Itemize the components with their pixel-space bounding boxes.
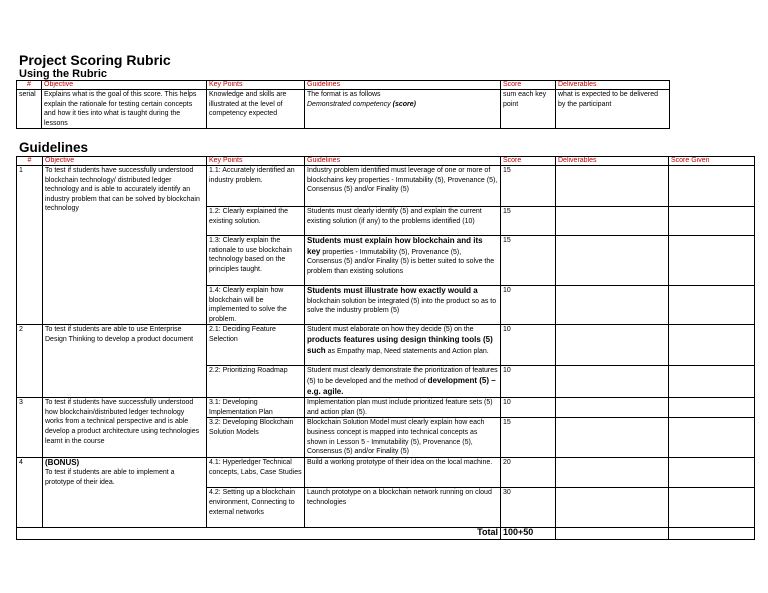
header-objective: Objective xyxy=(43,157,207,166)
row-num: 2 xyxy=(17,325,43,398)
guidelines-heading: Guidelines xyxy=(19,140,89,155)
deliverable xyxy=(556,488,669,528)
bonus-objective: To test if students are able to implement a prototype of their idea. xyxy=(45,468,175,486)
score: 30 xyxy=(501,488,556,528)
score-given xyxy=(669,207,755,236)
table-row xyxy=(17,458,755,488)
table-row xyxy=(17,325,755,366)
usage-row xyxy=(17,90,670,129)
header-objective: Objective xyxy=(42,81,207,90)
score: 15 xyxy=(501,166,556,207)
score: 15 xyxy=(501,207,556,236)
usage-guidelines xyxy=(305,90,501,129)
score: 15 xyxy=(501,418,556,458)
key-point: 3.2: Developing Blockchain Solution Models xyxy=(207,418,305,458)
guidelines-header-row xyxy=(17,157,755,166)
header-score: Score xyxy=(501,81,556,90)
row-objective: To test if students have successfully understood how blockchain/distributed ledger technology works from a technical perspective and is able develop a product architecture using technologies learnt in the course xyxy=(43,398,207,458)
header-deliverables: Deliverables xyxy=(556,157,669,166)
usage-key-points: Knowledge and skills are illustrated at the level of competency expected xyxy=(207,90,305,129)
usage-num: serial xyxy=(17,90,42,129)
usage-deliverables: what is expected to be delivered by the participant xyxy=(556,90,670,129)
score-given xyxy=(669,488,755,528)
score-given xyxy=(669,366,755,398)
score-given xyxy=(669,418,755,458)
row-num: 1 xyxy=(17,166,43,325)
score-given xyxy=(669,528,755,540)
key-point: 2.1: Deciding Feature Selection xyxy=(207,325,305,366)
header-key-points: Key Points xyxy=(207,81,305,90)
deliverable xyxy=(556,458,669,488)
total-row xyxy=(17,528,755,540)
usage-guidelines-format: The format is as follows xyxy=(307,91,381,98)
guideline: Students must clearly identify (5) and explain the current existing solution (if any) to the problems identified (10) xyxy=(305,207,501,236)
deliverable xyxy=(556,236,669,286)
header-key-points: Key Points xyxy=(207,157,305,166)
deliverable xyxy=(556,166,669,207)
score-given xyxy=(669,286,755,325)
deliverable xyxy=(556,325,669,366)
header-num: # xyxy=(17,81,42,90)
deliverable xyxy=(556,528,669,540)
table-row xyxy=(17,166,755,207)
deliverable xyxy=(556,366,669,398)
guideline: Build a working prototype of their idea on the local machine. xyxy=(305,458,501,488)
usage-table xyxy=(16,80,670,129)
score: 15 xyxy=(501,236,556,286)
guidelines-table xyxy=(16,156,755,540)
row-objective: To test if students have successfully understood blockchain technology/ distributed ledger technology and is able to accurately identify an industry problem that can be solved by blockchain technology xyxy=(43,166,207,325)
guideline: Blockchain Solution Model must clearly explain how each business concept is mapped into technical concepts as shown in Lesson 5 - Immutability (5), Provenance (5), Consensus (5) and/or Finality (5) xyxy=(305,418,501,458)
score-given xyxy=(669,236,755,286)
usage-score: sum each key point xyxy=(501,90,556,129)
row-objective: To test if students are able to use Enterprise Design Thinking to develop a product document xyxy=(43,325,207,398)
page-title: Project Scoring Rubric xyxy=(19,52,171,68)
total-value: 100+50 xyxy=(501,528,556,540)
score-given xyxy=(669,166,755,207)
row-num: 3 xyxy=(17,398,43,458)
header-num: # xyxy=(17,157,43,166)
guideline: Student must elaborate on how they decide (5) on the products features using design thinking tools (5) such as Empathy map, Need statements and Action plan. xyxy=(305,325,501,366)
key-point: 4.1: Hyperledger Technical concepts, Labs, Case Studies xyxy=(207,458,305,488)
score: 10 xyxy=(501,286,556,325)
guideline: Student must clearly demonstrate the prioritization of features (5) to be developed and the method of development (5) – e.g. agile. xyxy=(305,366,501,398)
score-given xyxy=(669,398,755,418)
key-point: 1.3: Clearly explain the rationale to use blockchain technology based on the principles taught. xyxy=(207,236,305,286)
guideline: Students must illustrate how exactly would a blockchain solution be integrated (5) into the product so as to solve the industry problem (5) xyxy=(305,286,501,325)
guideline: Implementation plan must include prioritized feature sets (5) and action plan (5). xyxy=(305,398,501,418)
key-point: 2.2: Prioritizing Roadmap xyxy=(207,366,305,398)
header-score: Score xyxy=(501,157,556,166)
guideline: Students must explain how blockchain and its key properties - Immutability (5), Provenance (5), Consensus (5) and/or Finality (5) is better suited to solve the problem than existing solutions xyxy=(305,236,501,286)
row-num: 4 xyxy=(17,458,43,528)
score: 10 xyxy=(501,325,556,366)
key-point: 1.4: Clearly explain how blockchain will be implemented to solve the problem. xyxy=(207,286,305,325)
header-deliverables: Deliverables xyxy=(556,81,670,90)
score-given xyxy=(669,325,755,366)
score: 20 xyxy=(501,458,556,488)
key-point: 3.1: Developing Implementation Plan xyxy=(207,398,305,418)
deliverable xyxy=(556,207,669,236)
deliverable xyxy=(556,286,669,325)
section-subtitle: Using the Rubric xyxy=(19,68,108,80)
key-point: 4.2: Setting up a blockchain environment, Connecting to external networks xyxy=(207,488,305,528)
deliverable xyxy=(556,418,669,458)
guideline: Industry problem identified must leverage of one or more of blockchains key properties - Immutability (5), Provenance (5), Consensus (5) and/or Finality (5) xyxy=(305,166,501,207)
score: 10 xyxy=(501,398,556,418)
table-row xyxy=(17,398,755,418)
total-label: Total xyxy=(17,528,501,540)
score-given xyxy=(669,458,755,488)
header-guidelines: Guidelines xyxy=(305,81,501,90)
usage-objective: Explains what is the goal of this score. This helps explain the rationale for testing certain concepts and how it ties into what is taught during the lessons xyxy=(42,90,207,129)
bonus-label: (BONUS) xyxy=(45,458,80,468)
guideline: Launch prototype on a blockchain network running on cloud technologies xyxy=(305,488,501,528)
key-point: 1.2: Clearly explained the existing solution. xyxy=(207,207,305,236)
header-guidelines: Guidelines xyxy=(305,157,501,166)
deliverable xyxy=(556,398,669,418)
usage-header-row xyxy=(17,81,670,90)
header-score-given: Score Given xyxy=(669,157,755,166)
row-objective xyxy=(43,458,207,528)
score: 10 xyxy=(501,366,556,398)
key-point: 1.1: Accurately identified an industry problem. xyxy=(207,166,305,207)
usage-guidelines-competency: Demonstrated competency (score) xyxy=(307,100,416,108)
